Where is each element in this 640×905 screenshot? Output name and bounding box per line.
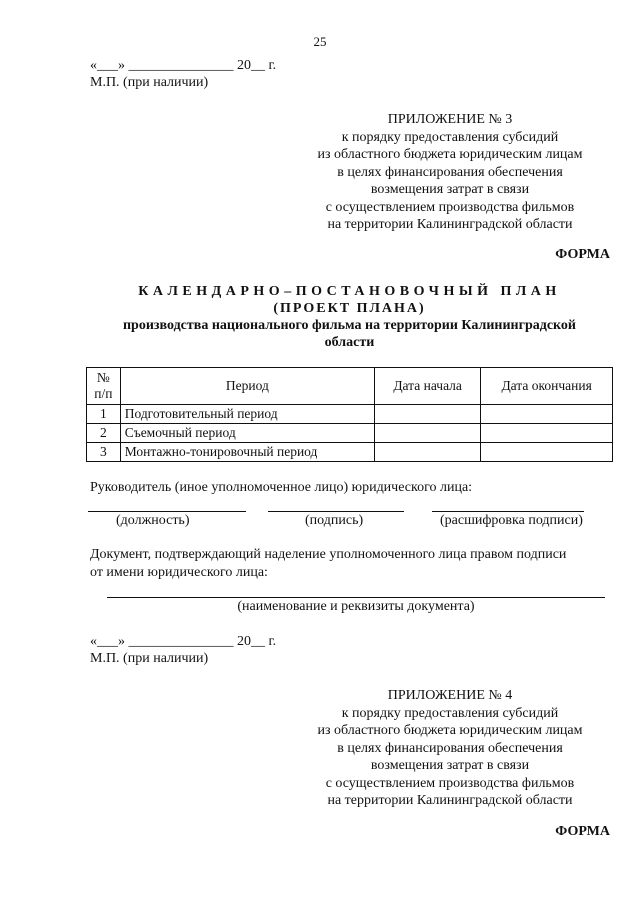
sign-caption: (подпись)	[305, 513, 364, 528]
cell-number: 2	[87, 424, 121, 443]
document-text: Документ, подтверждающий наделение уполномоченного лица правом подписи	[90, 547, 567, 562]
col-header-number: № п/п	[87, 368, 121, 405]
table-header-row	[87, 368, 613, 405]
signature-lead: Руководитель (иное уполномоченное лицо) юридического лица:	[90, 480, 473, 495]
plan-description-cont: области	[324, 335, 375, 350]
table-row	[87, 443, 613, 462]
cell-end	[481, 424, 613, 443]
col-header-period: Период	[120, 368, 374, 405]
document-text-cont: от имени юридического лица:	[90, 565, 268, 580]
date-line: «___» _______________ 20__ г.	[90, 58, 277, 73]
cell-start	[375, 424, 481, 443]
decode-caption: (расшифровка подписи)	[440, 513, 583, 528]
col-header-end: Дата окончания	[481, 368, 613, 405]
appendix-line: из областного бюджета юридическим лицам	[317, 147, 583, 162]
cell-number: 1	[87, 405, 121, 424]
appendix-line: из областного бюджета юридическим лицам	[317, 723, 583, 738]
appendix-title: ПРИЛОЖЕНИЕ № 3	[387, 112, 513, 127]
appendix-line: на территории Калининградской области	[327, 217, 573, 232]
document-caption: (наименование и реквизиты документа)	[237, 599, 475, 614]
col-header-start: Дата начала	[375, 368, 481, 405]
appendix-line: на территории Калининградской области	[327, 793, 573, 808]
appendix-line: с осуществлением производства фильмов	[325, 199, 575, 215]
date-line: «___» _______________ 20__ г.	[90, 634, 277, 649]
appendix-line: к порядку предоставления субсидий	[341, 705, 559, 721]
seal-note: М.П. (при наличии)	[90, 651, 209, 666]
appendix-line: возмещения затрат в связи	[370, 758, 530, 773]
appendix-4-block	[300, 687, 600, 810]
appendix-title: ПРИЛОЖЕНИЕ № 4	[387, 688, 513, 703]
plan-description: производства национального фильма на территории Калининградской	[122, 318, 577, 333]
sign-line	[268, 511, 404, 512]
cell-end	[481, 405, 613, 424]
table-row	[87, 424, 613, 443]
form-label: ФОРМА	[555, 824, 610, 839]
appendix-line: к порядку предоставления субсидий	[341, 129, 559, 145]
decode-line	[432, 511, 584, 512]
cell-period: Монтажно-тонировочный период	[120, 443, 374, 462]
form-label: ФОРМА	[555, 247, 610, 262]
cell-period: Подготовительный период	[120, 405, 374, 424]
appendix-line: возмещения затрат в связи	[370, 182, 530, 197]
plan-title: КАЛЕНДАРНО–ПОСТАНОВОЧНЫЙ ПЛАН	[138, 284, 561, 299]
page-number: 25	[313, 34, 327, 49]
position-line	[88, 511, 246, 512]
appendix-line: в целях финансирования обеспечения	[337, 740, 563, 756]
cell-start	[375, 405, 481, 424]
table-row	[87, 405, 613, 424]
document-line	[107, 597, 605, 598]
cell-end	[481, 443, 613, 462]
cell-start	[375, 443, 481, 462]
seal-note: М.П. (при наличии)	[90, 75, 209, 90]
appendix-line: с осуществлением производства фильмов	[325, 775, 575, 791]
plan-subtitle: (ПРОЕКТ ПЛАНА)	[273, 301, 426, 316]
position-caption: (должность)	[116, 513, 190, 528]
appendix-line: в целях финансирования обеспечения	[337, 164, 563, 180]
cell-number: 3	[87, 443, 121, 462]
cell-period: Съемочный период	[120, 424, 374, 443]
plan-table	[86, 367, 613, 462]
appendix-3-block	[300, 111, 600, 234]
